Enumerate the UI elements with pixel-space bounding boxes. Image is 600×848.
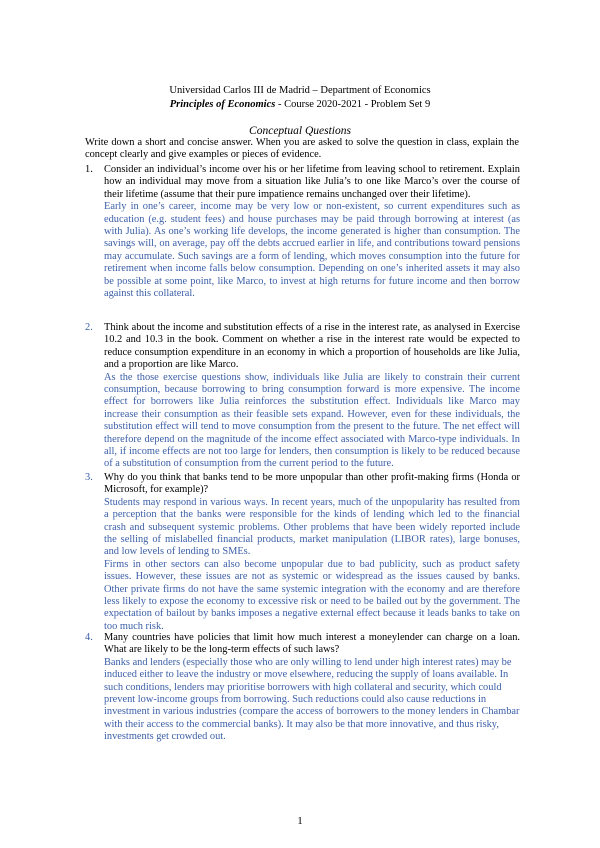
question-2 xyxy=(85,322,520,471)
answer-text-continued: Firms in other sectors can also become unpopular due to bad publicity, such as product safety issues. However, these issues are not as systemic or widespread as the issues caused by banks. Other private firms do not have the same systemic integration with the economy and are therefore less likely to expose the economy to excessive risk or need to be bailed out by the government. The expectation of bailout by banks imposes a negative external effect because it leads banks to take on too much risk. xyxy=(104,558,520,632)
question-number: 1. xyxy=(85,164,93,175)
question-1 xyxy=(85,164,520,300)
course-name: Principles of Economics xyxy=(169,99,276,110)
page-number: 1 xyxy=(297,815,303,827)
question-3 xyxy=(85,472,520,633)
question-4 xyxy=(85,632,520,744)
question-number: 3. xyxy=(85,472,93,483)
answer-text: Banks and lenders (especially those who are only willing to lend under high interest rates) may be induced either to leave the industry or move elsewhere, reducing the supply of loans available. In such conditions, lenders may prioritise borrowers with high collateral and security, which could prevent low-income groups from borrowing. Such reductions could also cause reductions in investment in various industries (compare the access of borrowers to the money lenders in Chambar with their access to the commercial banks). It may also be that more innovative, and thus risky, investments get crowded out. xyxy=(104,656,520,743)
question-text: Consider an individual’s income over his or her lifetime from leaving school to retirement. Explain how an individual may move from a situation like Julia’s to one like Marco’s over the course of their lifetime (assume that their pure impatience remains unchanged over their lifetime). xyxy=(104,164,520,200)
answer-text: Early in one’s career, income may be very low or non-existent, so current expenditures such as education (e.g. student fees) and house purchases may be paid through borrowing at interest (as with Julia). As one’s working life develops, the income generated is higher than consumption. The savings will, on average, pay off the debts accrued earlier in life, and contributions toward pensions may accumulate. Such savings are a form of lending, which moves consumption into the future for retirement when income falls below consumption. Depending on one’s inherited assets it may also be possible at some point, like Marco, to invest at high returns for future income and then borrow against this collateral. xyxy=(104,201,520,300)
question-text: Why do you think that banks tend to be more unpopular than other profit-making firms (Honda or Microsoft, for example)? xyxy=(104,472,520,496)
question-text: Think about the income and substitution effects of a rise in the interest rate, as analysed in Exercise 10.2 and 10.3 in the book. Comment on whether a rise in the interest rate would be expected to reduce consumption expenditure in an economy in which a proportion of households are like Julia, and a proportion are like Marco. xyxy=(104,322,520,371)
question-number: 2. xyxy=(85,322,93,333)
answer-text: Students may respond in various ways. In recent years, much of the unpopularity has resulted from a perception that the banks were responsible for the kinds of lending which led to the financial crash and subsequent systemic problems. Other problems that have been widely reported include the selling of mislabelled financial products, market manipulation (LIBOR rates), large bonuses, and low levels of lending to SMEs. xyxy=(104,496,520,558)
course-details: - Course 2020-2021 - Problem Set 9 xyxy=(275,99,431,110)
answer-text: As the those exercise questions show, individuals like Julia are likely to constrain their current consumption, because borrowing to bring consumption forward is more expensive. The income effect for borrowers like Julia reinforces the substitution effect. Individuals like Marco may increase their consumption as their feasible sets expand. However, even for these individuals, the substitution effect will tend to move consumption from the present to the future. The net effect will therefore depend on the magnitude of the income effect associated with Marco-type individuals. In all, if income effects are not too large for lenders, then consumption is likely to be reduced because of a substitution of consumption from the current period to the future. xyxy=(104,371,520,470)
university-header: Universidad Carlos III de Madrid – Department of Economics xyxy=(169,85,431,96)
question-text: Many countries have policies that limit how much interest a moneylender can charge on a loan. What are likely to be the long-term effects of such laws? xyxy=(104,632,520,656)
section-title: Conceptual Questions xyxy=(249,125,351,137)
course-header xyxy=(0,98,600,112)
question-number: 4. xyxy=(85,632,93,643)
instructions: Write down a short and concise answer. When you are asked to solve the question in class, explain the concept clearly and give examples or pieces of evidence. xyxy=(85,137,519,161)
